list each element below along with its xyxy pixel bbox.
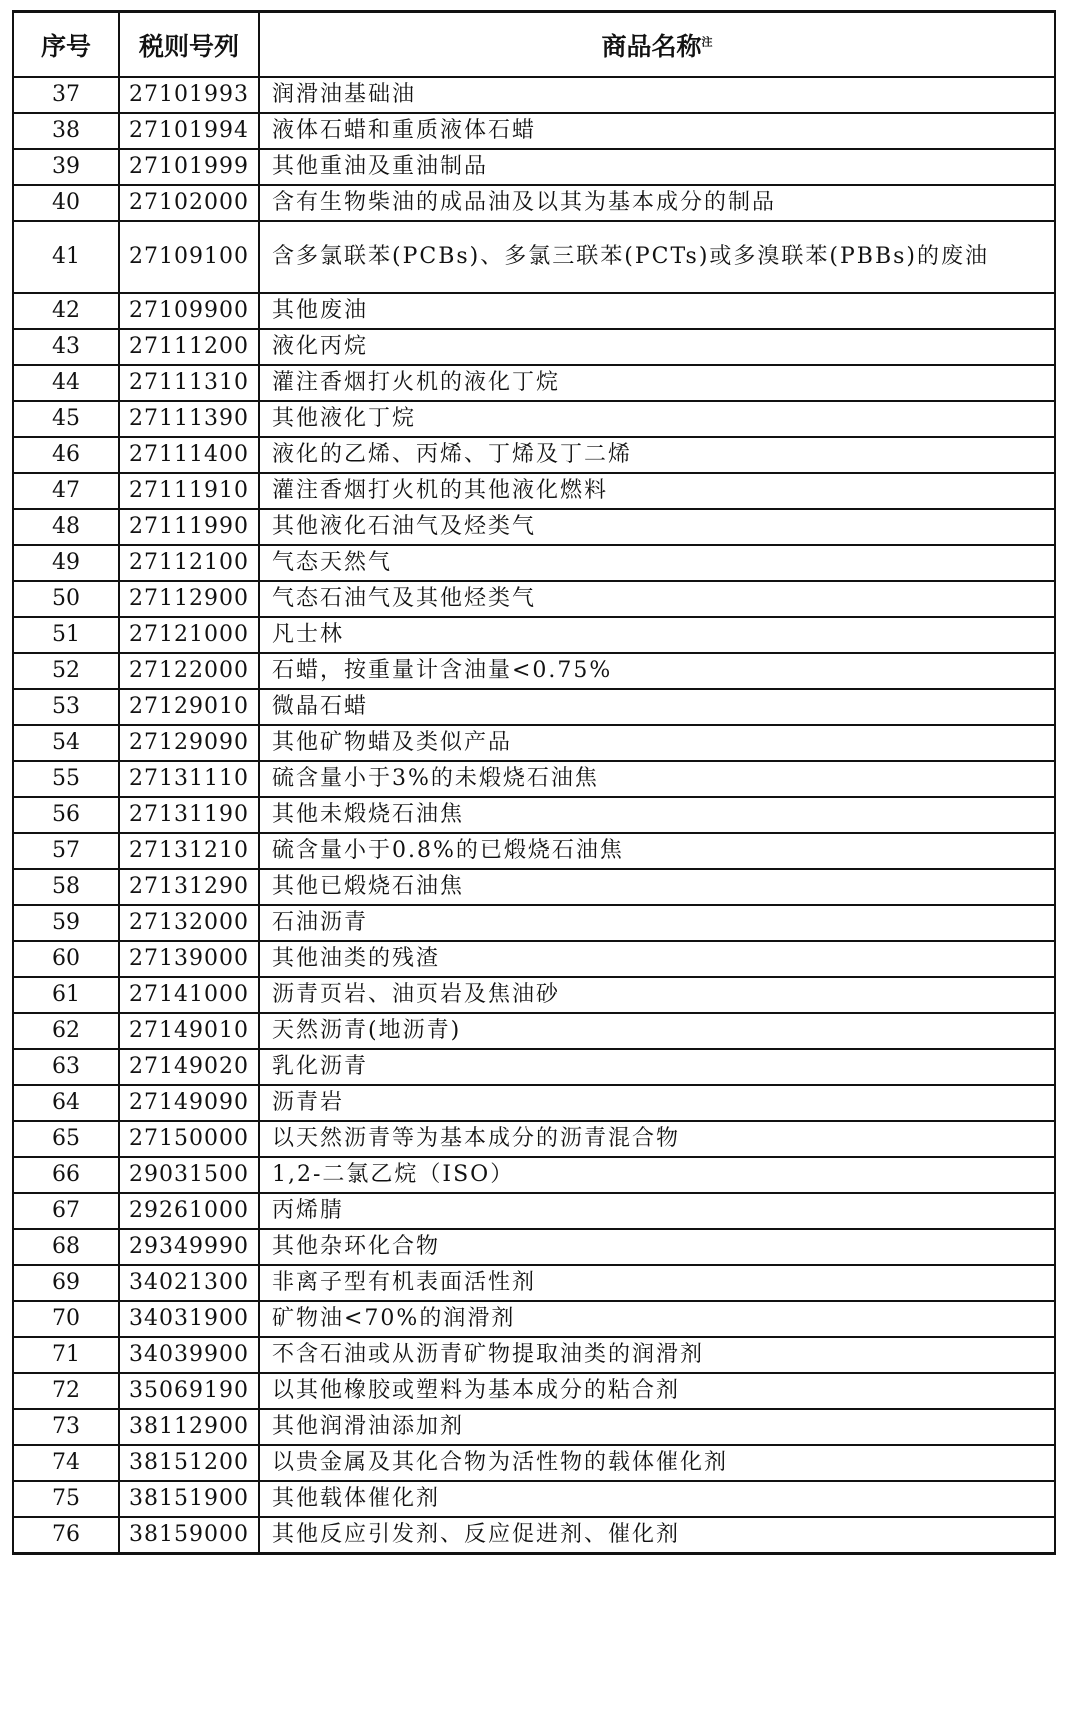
row-name: 沥青页岩、油页岩及焦油砂 (259, 977, 1055, 1013)
row-seq: 38 (13, 113, 119, 149)
table-row (13, 221, 1055, 293)
row-name: 凡士林 (259, 617, 1055, 653)
table-row (13, 1517, 1055, 1554)
row-name: 丙烯腈 (259, 1193, 1055, 1229)
table-row (13, 1337, 1055, 1373)
row-name: 以贵金属及其化合物为活性物的载体催化剂 (259, 1445, 1055, 1481)
row-name: 沥青岩 (259, 1085, 1055, 1121)
row-seq: 41 (13, 221, 119, 293)
tariff-table-page (12, 10, 1054, 1555)
table-row (13, 1121, 1055, 1157)
table-row (13, 509, 1055, 545)
table-row (13, 365, 1055, 401)
row-name: 其他已煅烧石油焦 (259, 869, 1055, 905)
row-code: 27129010 (119, 689, 259, 725)
table-row (13, 869, 1055, 905)
table-row (13, 653, 1055, 689)
table-row (13, 185, 1055, 221)
table-row (13, 581, 1055, 617)
row-name: 气态天然气 (259, 545, 1055, 581)
row-seq: 53 (13, 689, 119, 725)
table-row (13, 113, 1055, 149)
row-name: 润滑油基础油 (259, 77, 1055, 113)
table-row (13, 1409, 1055, 1445)
row-seq: 45 (13, 401, 119, 437)
row-code: 38151900 (119, 1481, 259, 1517)
row-name: 含有生物柴油的成品油及以其为基本成分的制品 (259, 185, 1055, 221)
row-name: 矿物油<70%的润滑剂 (259, 1301, 1055, 1337)
row-seq: 43 (13, 329, 119, 365)
row-name: 1,2-二氯乙烷（ISO） (259, 1157, 1055, 1193)
table-row (13, 329, 1055, 365)
row-code: 34039900 (119, 1337, 259, 1373)
row-seq: 39 (13, 149, 119, 185)
row-seq: 37 (13, 77, 119, 113)
row-code: 27149010 (119, 1013, 259, 1049)
row-seq: 61 (13, 977, 119, 1013)
header-name-note: 注 (701, 35, 713, 49)
row-name: 液化丙烷 (259, 329, 1055, 365)
table-row (13, 1193, 1055, 1229)
row-code: 27129090 (119, 725, 259, 761)
row-name: 硫含量小于0.8%的已煅烧石油焦 (259, 833, 1055, 869)
table-row (13, 545, 1055, 581)
row-name: 其他未煅烧石油焦 (259, 797, 1055, 833)
table-row (13, 1229, 1055, 1265)
row-code: 27121000 (119, 617, 259, 653)
row-code: 29261000 (119, 1193, 259, 1229)
header-seq: 序号 (13, 12, 119, 78)
table-row (13, 1373, 1055, 1409)
row-seq: 76 (13, 1517, 119, 1554)
row-code: 27111390 (119, 401, 259, 437)
row-seq: 69 (13, 1265, 119, 1301)
table-row (13, 905, 1055, 941)
table-header (13, 12, 1055, 78)
row-code: 38159000 (119, 1517, 259, 1554)
row-code: 27141000 (119, 977, 259, 1013)
row-code: 34031900 (119, 1301, 259, 1337)
table-row (13, 1301, 1055, 1337)
row-seq: 44 (13, 365, 119, 401)
row-seq: 62 (13, 1013, 119, 1049)
table-row (13, 1481, 1055, 1517)
row-code: 27112100 (119, 545, 259, 581)
row-seq: 75 (13, 1481, 119, 1517)
row-code: 27111310 (119, 365, 259, 401)
row-name: 其他杂环化合物 (259, 1229, 1055, 1265)
row-code: 27111910 (119, 473, 259, 509)
row-name: 其他润滑油添加剂 (259, 1409, 1055, 1445)
table-row (13, 977, 1055, 1013)
row-name: 液化的乙烯、丙烯、丁烯及丁二烯 (259, 437, 1055, 473)
row-code: 27131290 (119, 869, 259, 905)
table-row (13, 1445, 1055, 1481)
row-code: 27150000 (119, 1121, 259, 1157)
row-name: 其他液化石油气及烃类气 (259, 509, 1055, 545)
table-row (13, 689, 1055, 725)
row-seq: 51 (13, 617, 119, 653)
row-seq: 56 (13, 797, 119, 833)
row-code: 34021300 (119, 1265, 259, 1301)
table-row (13, 1157, 1055, 1193)
row-name: 非离子型有机表面活性剂 (259, 1265, 1055, 1301)
row-code: 27139000 (119, 941, 259, 977)
table-row (13, 1049, 1055, 1085)
table-row (13, 725, 1055, 761)
table-body (13, 77, 1055, 1554)
row-code: 29349990 (119, 1229, 259, 1265)
tariff-table (12, 10, 1056, 1555)
row-name: 以天然沥青等为基本成分的沥青混合物 (259, 1121, 1055, 1157)
row-code: 35069190 (119, 1373, 259, 1409)
row-name: 天然沥青(地沥青) (259, 1013, 1055, 1049)
row-name: 液体石蜡和重质液体石蜡 (259, 113, 1055, 149)
row-seq: 50 (13, 581, 119, 617)
row-name: 不含石油或从沥青矿物提取油类的润滑剂 (259, 1337, 1055, 1373)
row-code: 29031500 (119, 1157, 259, 1193)
row-seq: 47 (13, 473, 119, 509)
row-seq: 68 (13, 1229, 119, 1265)
row-name: 石蜡，按重量计含油量<0.75% (259, 653, 1055, 689)
row-name: 乳化沥青 (259, 1049, 1055, 1085)
row-seq: 40 (13, 185, 119, 221)
row-seq: 59 (13, 905, 119, 941)
header-row (13, 12, 1055, 78)
row-code: 27131190 (119, 797, 259, 833)
header-code: 税则号列 (119, 12, 259, 78)
row-seq: 67 (13, 1193, 119, 1229)
row-code: 27122000 (119, 653, 259, 689)
row-seq: 49 (13, 545, 119, 581)
table-row (13, 761, 1055, 797)
header-name (259, 12, 1055, 78)
row-seq: 65 (13, 1121, 119, 1157)
row-code: 27109900 (119, 293, 259, 329)
row-code: 27131110 (119, 761, 259, 797)
table-row (13, 833, 1055, 869)
row-seq: 60 (13, 941, 119, 977)
row-code: 38151200 (119, 1445, 259, 1481)
table-row (13, 1013, 1055, 1049)
row-seq: 71 (13, 1337, 119, 1373)
table-row (13, 1265, 1055, 1301)
row-code: 27101994 (119, 113, 259, 149)
row-seq: 55 (13, 761, 119, 797)
row-code: 27111200 (119, 329, 259, 365)
row-seq: 52 (13, 653, 119, 689)
row-seq: 58 (13, 869, 119, 905)
row-seq: 46 (13, 437, 119, 473)
row-code: 27102000 (119, 185, 259, 221)
row-seq: 66 (13, 1157, 119, 1193)
row-seq: 57 (13, 833, 119, 869)
row-name: 其他液化丁烷 (259, 401, 1055, 437)
row-code: 27101999 (119, 149, 259, 185)
table-row (13, 941, 1055, 977)
row-name: 其他重油及重油制品 (259, 149, 1055, 185)
row-seq: 42 (13, 293, 119, 329)
row-seq: 73 (13, 1409, 119, 1445)
row-name: 其他矿物蜡及类似产品 (259, 725, 1055, 761)
row-code: 38112900 (119, 1409, 259, 1445)
row-seq: 63 (13, 1049, 119, 1085)
row-name: 其他废油 (259, 293, 1055, 329)
header-name-label: 商品名称 (601, 31, 702, 61)
table-row (13, 473, 1055, 509)
row-code: 27149090 (119, 1085, 259, 1121)
row-name: 灌注香烟打火机的液化丁烷 (259, 365, 1055, 401)
table-row (13, 401, 1055, 437)
table-row (13, 437, 1055, 473)
row-seq: 48 (13, 509, 119, 545)
row-seq: 54 (13, 725, 119, 761)
row-seq: 72 (13, 1373, 119, 1409)
row-name: 含多氯联苯(PCBs)、多氯三联苯(PCTs)或多溴联苯(PBBs)的废油 (259, 221, 1055, 293)
row-name: 其他反应引发剂、反应促进剂、催化剂 (259, 1517, 1055, 1554)
row-seq: 74 (13, 1445, 119, 1481)
row-code: 27149020 (119, 1049, 259, 1085)
row-name: 其他载体催化剂 (259, 1481, 1055, 1517)
row-seq: 70 (13, 1301, 119, 1337)
row-code: 27112900 (119, 581, 259, 617)
table-row (13, 617, 1055, 653)
row-code: 27111400 (119, 437, 259, 473)
row-name: 石油沥青 (259, 905, 1055, 941)
table-row (13, 797, 1055, 833)
row-name: 灌注香烟打火机的其他液化燃料 (259, 473, 1055, 509)
row-name: 硫含量小于3%的未煅烧石油焦 (259, 761, 1055, 797)
table-row (13, 149, 1055, 185)
row-code: 27132000 (119, 905, 259, 941)
row-seq: 64 (13, 1085, 119, 1121)
table-row (13, 77, 1055, 113)
row-code: 27131210 (119, 833, 259, 869)
row-name: 气态石油气及其他烃类气 (259, 581, 1055, 617)
row-name: 其他油类的残渣 (259, 941, 1055, 977)
row-name: 以其他橡胶或塑料为基本成分的粘合剂 (259, 1373, 1055, 1409)
row-code: 27101993 (119, 77, 259, 113)
row-code: 27111990 (119, 509, 259, 545)
table-row (13, 293, 1055, 329)
row-name: 微晶石蜡 (259, 689, 1055, 725)
row-code: 27109100 (119, 221, 259, 293)
table-row (13, 1085, 1055, 1121)
